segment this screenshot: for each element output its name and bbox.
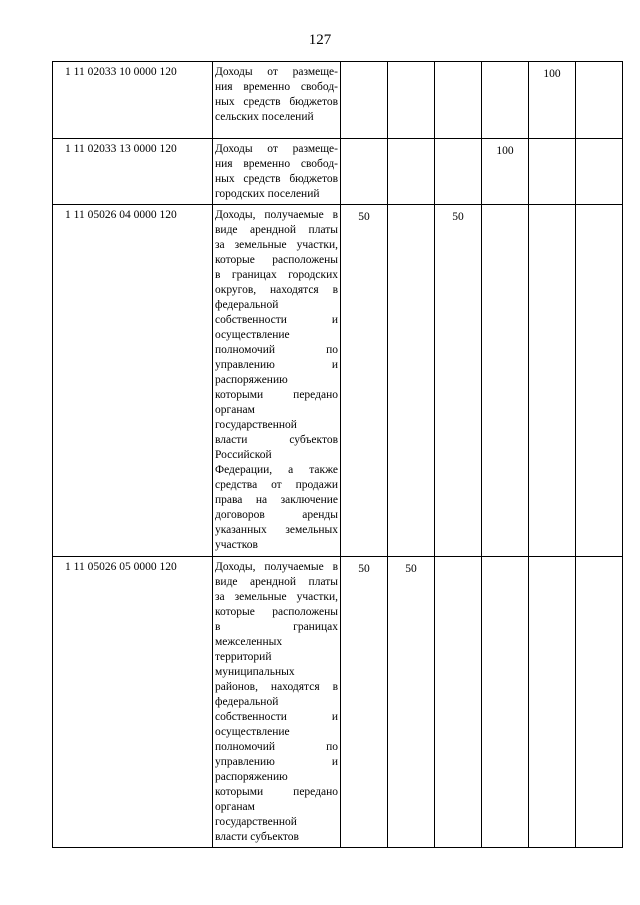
value-cell-6 bbox=[576, 139, 623, 205]
value-cell-2 bbox=[388, 139, 435, 205]
value-cell-2: 50 bbox=[388, 557, 435, 848]
revenue-name-line: собственности и bbox=[215, 711, 338, 723]
revenue-name-line: ния временно свобод- bbox=[215, 158, 338, 170]
revenue-name-line: средства от продажи bbox=[215, 479, 338, 491]
page-number: 127 bbox=[308, 32, 332, 48]
revenue-name-line: права на заключение bbox=[215, 494, 338, 506]
revenue-name-line: осуществление bbox=[215, 726, 290, 738]
revenue-name-line: участков bbox=[215, 539, 258, 551]
revenue-name-line: указанных земельных bbox=[215, 524, 338, 536]
revenue-name-line: муниципальных bbox=[215, 666, 295, 678]
revenue-name-line: управлению и bbox=[215, 756, 338, 768]
value-cell-2 bbox=[388, 205, 435, 557]
value-cell-4 bbox=[482, 205, 529, 557]
revenue-name-line: районов, находятся в bbox=[215, 681, 338, 693]
revenue-name-line: ных средств бюджетов bbox=[215, 96, 338, 108]
revenue-name-line: территорий bbox=[215, 651, 272, 663]
table-row bbox=[53, 205, 623, 557]
revenue-name-line: распоряжению bbox=[215, 374, 288, 386]
revenue-name-cell bbox=[213, 205, 341, 557]
revenue-name-line: Федерации, а также bbox=[215, 464, 338, 476]
revenue-name-line: виде арендной платы bbox=[215, 224, 338, 236]
revenue-code-cell: 1 11 02033 13 0000 120 bbox=[53, 139, 213, 205]
value-cell-1 bbox=[341, 139, 388, 205]
revenue-name-line: которыми передано bbox=[215, 786, 338, 798]
revenue-name-line: полномочий по bbox=[215, 344, 338, 356]
revenue-name-line: в границах bbox=[215, 621, 338, 633]
value-cell-2 bbox=[388, 62, 435, 139]
value-cell-5: 100 bbox=[529, 62, 576, 139]
revenue-name-line: распоряжению bbox=[215, 771, 288, 783]
budget-revenue-table bbox=[52, 61, 623, 848]
revenue-name-line: которые расположены bbox=[215, 606, 338, 618]
table-row bbox=[53, 62, 623, 139]
revenue-name-line: государственной bbox=[215, 419, 297, 431]
value-cell-4 bbox=[482, 62, 529, 139]
value-cell-6 bbox=[576, 62, 623, 139]
revenue-name-line: Доходы от размеще- bbox=[215, 143, 338, 155]
value-cell-6 bbox=[576, 557, 623, 848]
revenue-name-line: ния временно свобод- bbox=[215, 81, 338, 93]
value-cell-3 bbox=[435, 557, 482, 848]
revenue-name-line: виде арендной платы bbox=[215, 576, 338, 588]
revenue-name-line: Доходы, получаемые в bbox=[215, 209, 338, 221]
value-cell-1: 50 bbox=[341, 557, 388, 848]
value-cell-1 bbox=[341, 62, 388, 139]
revenue-name-line: городских поселений bbox=[215, 188, 320, 200]
value-cell-6 bbox=[576, 205, 623, 557]
revenue-name-cell bbox=[213, 62, 341, 139]
revenue-name-line: власти субъектов bbox=[215, 831, 299, 843]
value-cell-1: 50 bbox=[341, 205, 388, 557]
table-row bbox=[53, 557, 623, 848]
revenue-code-cell: 1 11 02033 10 0000 120 bbox=[53, 62, 213, 139]
value-cell-3 bbox=[435, 62, 482, 139]
revenue-code-cell: 1 11 05026 04 0000 120 bbox=[53, 205, 213, 557]
revenue-name-cell bbox=[213, 557, 341, 848]
revenue-name-line: собственности и bbox=[215, 314, 338, 326]
revenue-name-line: которые расположены bbox=[215, 254, 338, 266]
table-row bbox=[53, 139, 623, 205]
revenue-name-line: договоров аренды bbox=[215, 509, 338, 521]
revenue-name-line: сельских поселений bbox=[215, 111, 314, 123]
revenue-name-cell bbox=[213, 139, 341, 205]
revenue-name-line: за земельные участки, bbox=[215, 239, 338, 251]
revenue-name-line: федеральной bbox=[215, 299, 279, 311]
revenue-name-line: ных средств бюджетов bbox=[215, 173, 338, 185]
revenue-name-line: в границах городских bbox=[215, 269, 338, 281]
value-cell-5 bbox=[529, 557, 576, 848]
revenue-name-line: Доходы, получаемые в bbox=[215, 561, 338, 573]
value-cell-5 bbox=[529, 205, 576, 557]
revenue-name-line: управлению и bbox=[215, 359, 338, 371]
revenue-name-line: полномочий по bbox=[215, 741, 338, 753]
revenue-code-cell: 1 11 05026 05 0000 120 bbox=[53, 557, 213, 848]
value-cell-5 bbox=[529, 139, 576, 205]
revenue-name-line: которыми передано bbox=[215, 389, 338, 401]
revenue-name-line: осуществление bbox=[215, 329, 290, 341]
value-cell-4 bbox=[482, 557, 529, 848]
value-cell-3 bbox=[435, 139, 482, 205]
revenue-name-line: округов, находятся в bbox=[215, 284, 338, 296]
revenue-name-line: Доходы от размеще- bbox=[215, 66, 338, 78]
revenue-name-line: власти субъектов bbox=[215, 434, 338, 446]
revenue-name-line: органам bbox=[215, 404, 255, 416]
revenue-name-line: федеральной bbox=[215, 696, 279, 708]
revenue-name-line: Российской bbox=[215, 449, 272, 461]
revenue-name-line: за земельные участки, bbox=[215, 591, 338, 603]
revenue-name-line: межселенных bbox=[215, 636, 283, 648]
value-cell-4: 100 bbox=[482, 139, 529, 205]
revenue-name-line: органам bbox=[215, 801, 255, 813]
value-cell-3: 50 bbox=[435, 205, 482, 557]
revenue-name-line: государственной bbox=[215, 816, 297, 828]
